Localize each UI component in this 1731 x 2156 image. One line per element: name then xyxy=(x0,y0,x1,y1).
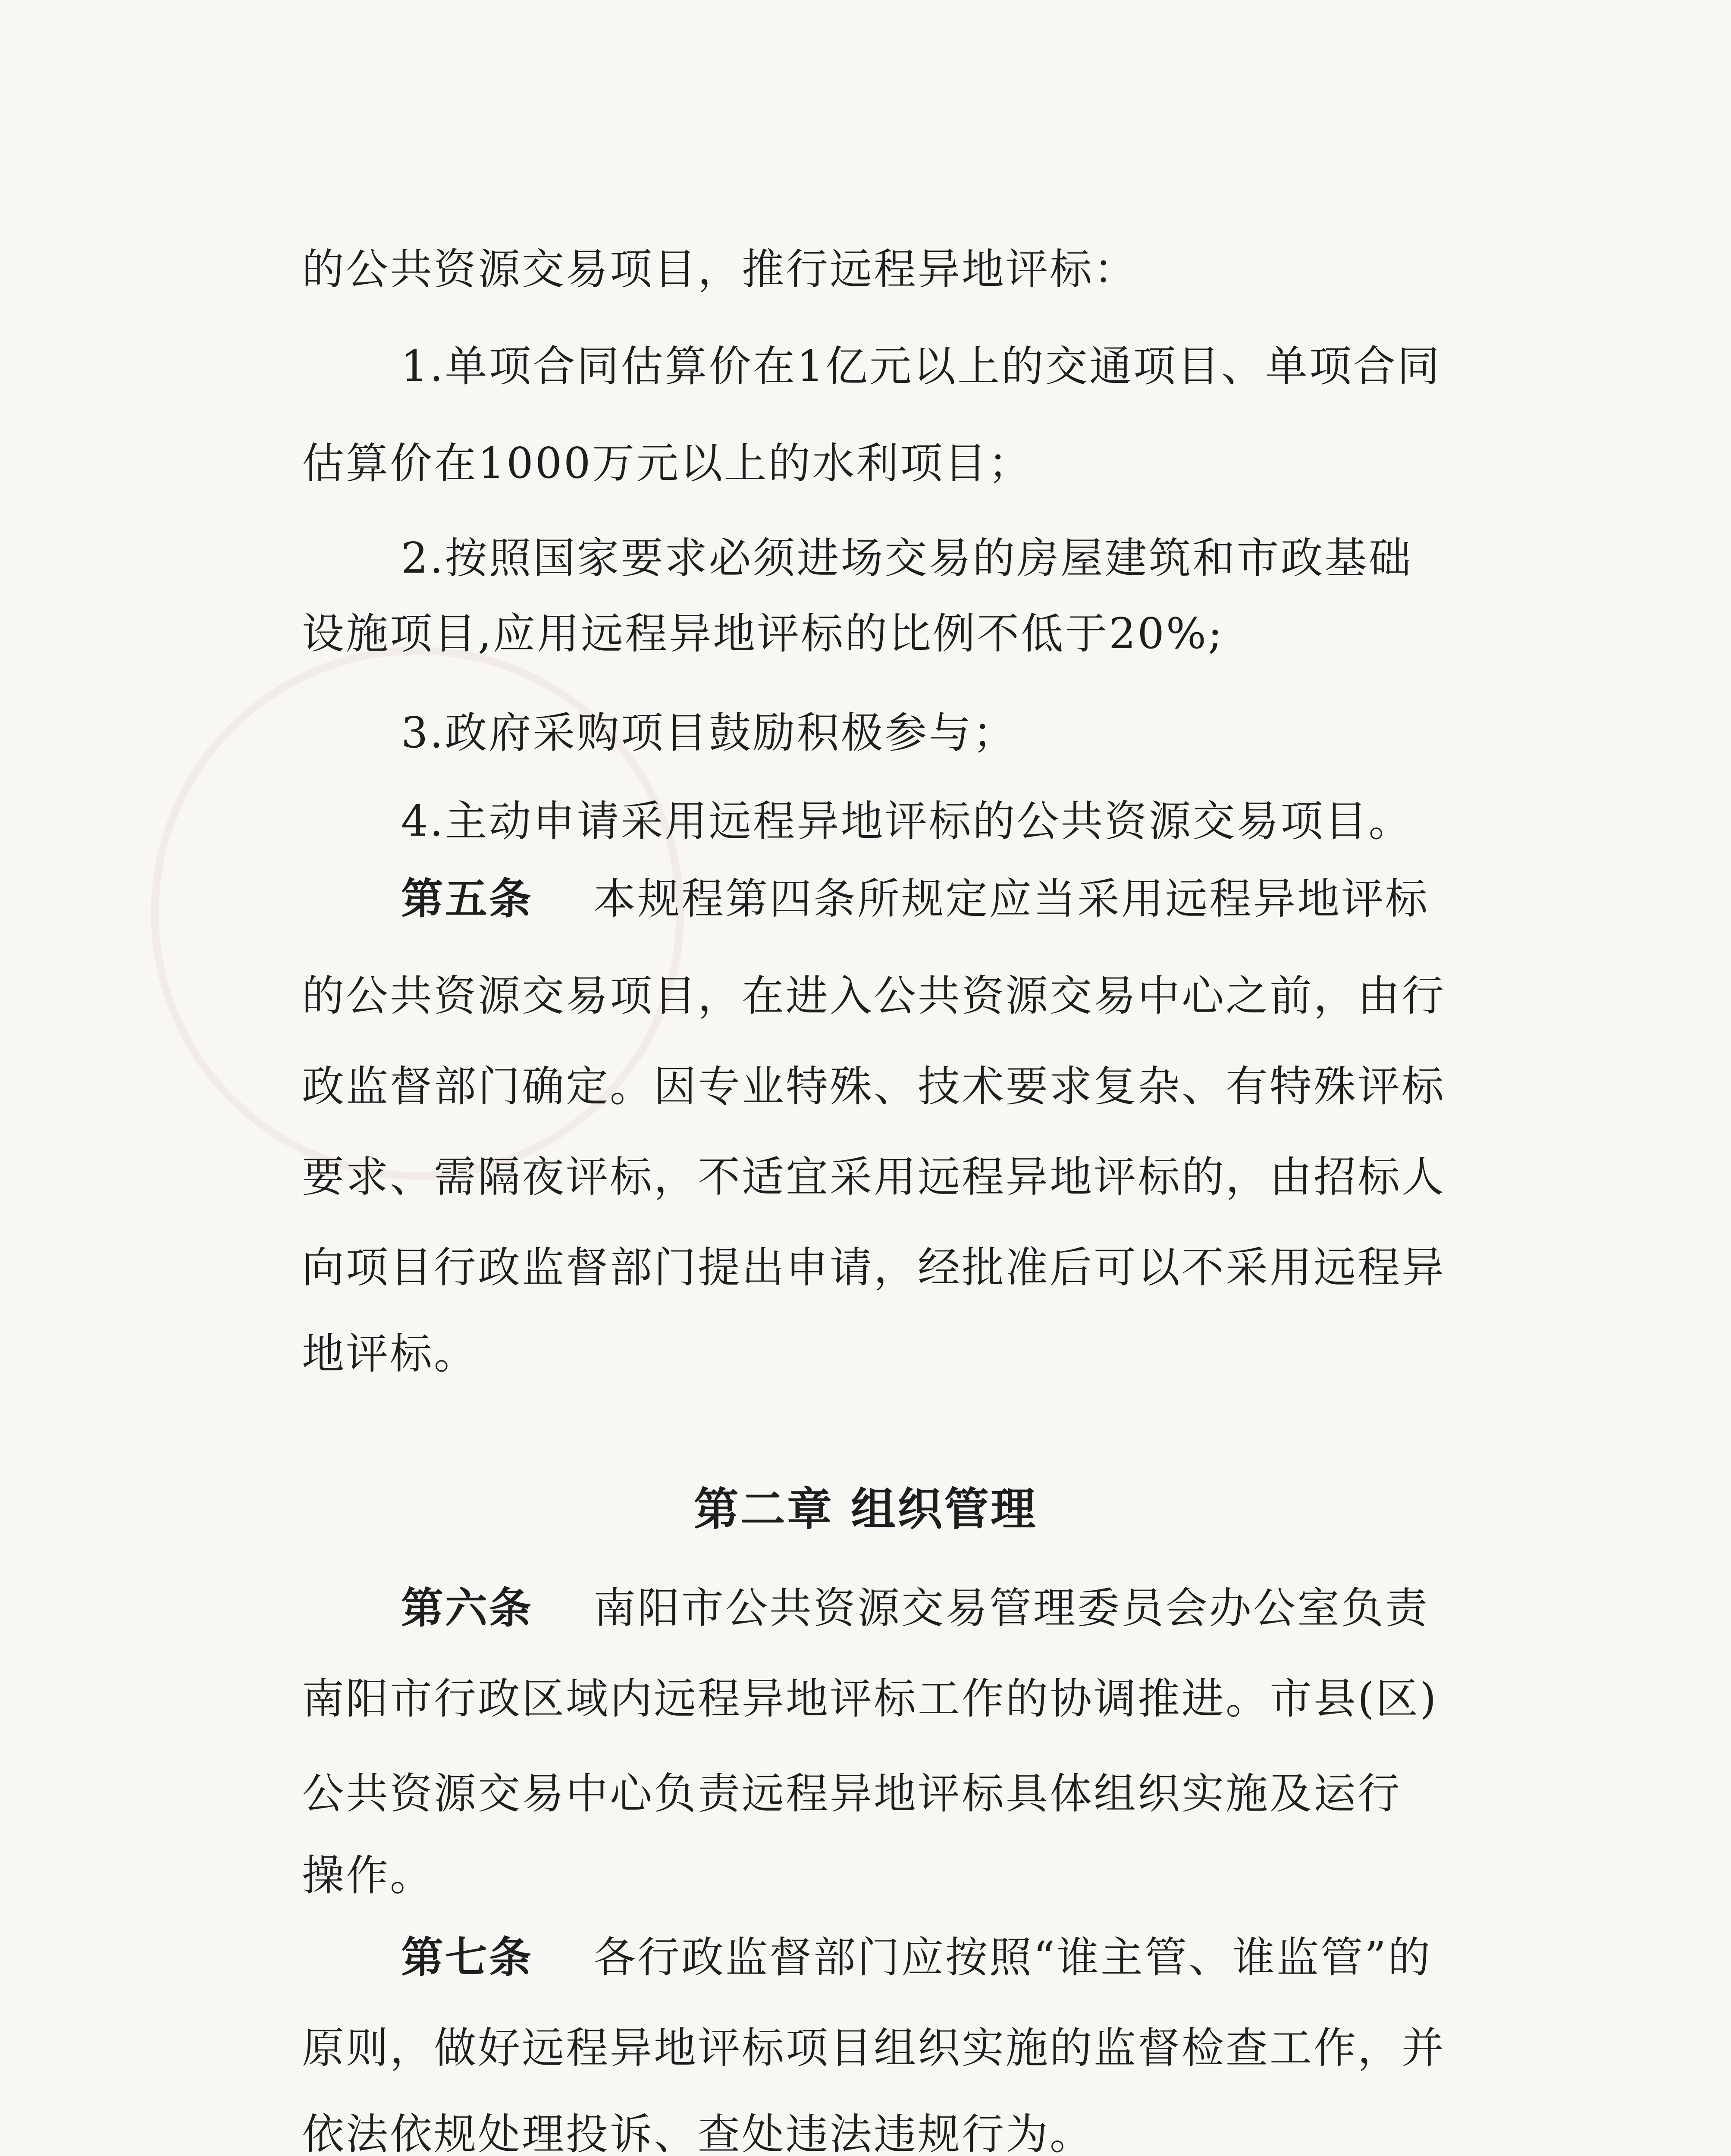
article-5-text: 本规程第四条所规定应当采用远程异地评标 xyxy=(593,874,1430,924)
article-6-text: 南阳市公共资源交易管理委员会办公室负责 xyxy=(593,1584,1430,1633)
article-7-line-2: 原则，做好远程异地评标项目组织实施的监督检查工作，并 xyxy=(302,2024,1446,2073)
article-6-line-1 xyxy=(401,1583,1429,1634)
text-line: 的公共资源交易项目，推行远程异地评标： xyxy=(302,245,1138,294)
article-5-line-4: 要求、需隔夜评标，不适宜采用远程异地评标的，由招标人 xyxy=(302,1153,1446,1202)
article-5-line-5: 向项目行政监督部门提出申请，经批准后可以不采用远程异 xyxy=(302,1243,1446,1292)
article-7-line-1 xyxy=(401,1932,1432,1984)
article-6-line-4: 操作。 xyxy=(302,1851,434,1900)
article-5-line-3: 政监督部门确定。因专业特殊、技术要求复杂、有特殊评标 xyxy=(302,1062,1446,1111)
article-5-title: 第五条 xyxy=(401,874,533,924)
article-7-title: 第七条 xyxy=(401,1933,533,1982)
article-6-title: 第六条 xyxy=(401,1584,533,1633)
article-6-line-3: 公共资源交易中心负责远程异地评标具体组织实施及运行 xyxy=(302,1769,1402,1818)
article-5-line-2: 的公共资源交易项目，在进入公共资源交易中心之前，由行 xyxy=(302,971,1446,1021)
list-item-1: 1.单项合同估算价在1亿元以上的交通项目、单项合同 xyxy=(401,342,1441,391)
list-item-3: 3.政府采购项目鼓励积极参与； xyxy=(401,708,1017,758)
article-7-line-3: 依法依规处理投诉、查处违法违规行为。 xyxy=(302,2110,1094,2156)
article-6-line-2: 南阳市行政区域内远程异地评标工作的协调推进。市县(区) xyxy=(302,1674,1438,1724)
list-item-2: 2.按照国家要求必须进场交易的房屋建筑和市政基础 xyxy=(401,534,1413,583)
article-7-text: 各行政监督部门应按照“谁主管、谁监管”的 xyxy=(593,1933,1432,1982)
chapter-heading: 第二章 组织管理 xyxy=(693,1483,1038,1536)
list-item-1-cont: 估算价在1000万元以上的水利项目； xyxy=(302,439,1032,488)
article-5-line-1 xyxy=(401,873,1429,925)
article-5-line-6: 地评标。 xyxy=(302,1329,478,1379)
list-item-4: 4.主动申请采用远程异地评标的公共资源交易项目。 xyxy=(401,797,1413,846)
list-item-2-cont: 设施项目,应用远程异地评标的比例不低于20%; xyxy=(302,609,1224,658)
